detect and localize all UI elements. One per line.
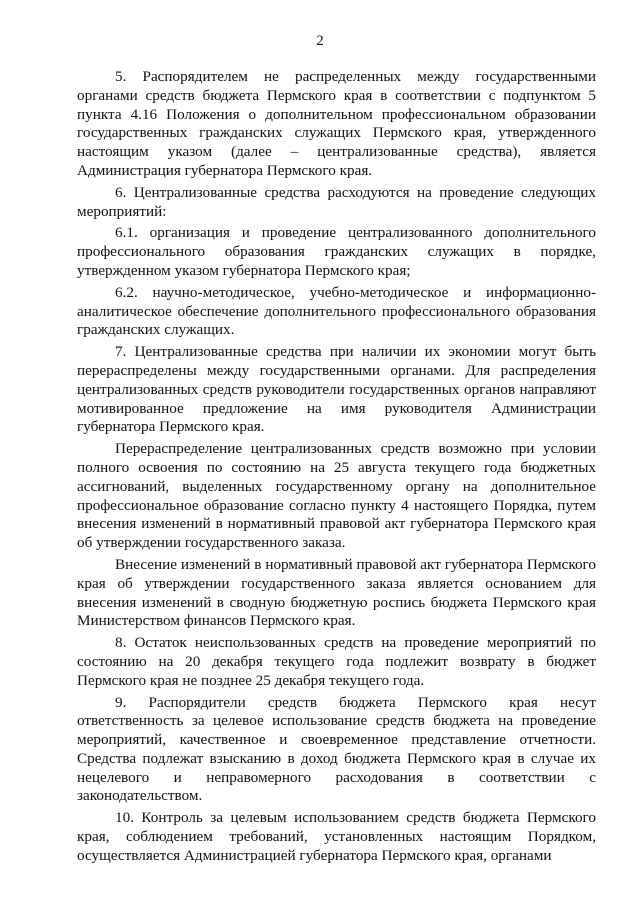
page-number: 2 (316, 33, 324, 49)
paragraph-amendment: Внесение изменений в нормативный правовой акт губернатора Пермского края об утверждении государственного заказа является основанием для внесения изменений в сводную бюджетную роспись бюджета Пермского края Министерством финансов Пермского края. (77, 555, 596, 630)
paragraph-item-6: 6. Централизованные средства расходуются на проведение следующих мероприятий: (77, 183, 596, 220)
paragraph-item-6-1: 6.1. организация и проведение централизованного дополнительного профессионального образования гражданских служащих в порядке, утвержденном указом губернатора Пермского края; (77, 224, 596, 279)
paragraph-item-7: 7. Централизованные средства при наличии их экономии могут быть перераспределены между государственными органами. Для распределения централизованных средств руководители государственных органов направляют мотивированное предложение на имя руководителя Администрации губернатора Пермского края. (77, 343, 596, 436)
paragraph-item-10: 10. Контроль за целевым использованием средств бюджета Пермского края, соблюдением требований, установленных настоящим Порядком, осуществляется Администрацией губернатора Пермского края, органами (77, 809, 596, 864)
document-body (77, 68, 596, 866)
paragraph-item-5: 5. Распорядителем не распределенных между государственными органами средств бюджета Пермского края в соответствии с подпунктом 5 пункта 4.16 Положения о дополнительном профессиональном образовании государственных гражданских служащих Пермского края, утвержденного настоящим указом (далее – централизованные средства), является Администрация губернатора Пермского края. (77, 68, 596, 179)
paragraph-item-9: 9. Распорядители средств бюджета Пермского края несут ответственность за целевое использование средств бюджета на проведение мероприятий, качественное и своевременное представление отчетности. Средства подлежат взысканию в доход бюджета Пермского края в случае их нецелевого и неправомерного расходования в соответствии с законодательством. (77, 693, 596, 805)
paragraph-redistribution: Перераспределение централизованных средств возможно при условии полного освоения по состоянию на 25 августа текущего года бюджетных ассигнований, выделенных государственному органу на дополнительное профессиональное образование согласно пункту 4 настоящего Порядка, путем внесения изменений в нормативный правовой акт губернатора Пермского края об утверждении государственного заказа. (77, 440, 596, 552)
paragraph-item-6-2: 6.2. научно-методическое, учебно-методическое и информационно-аналитическое обеспечение дополнительного профессионального образования гражданских служащих. (77, 283, 596, 339)
paragraph-item-8: 8. Остаток неиспользованных средств на проведение мероприятий по состоянию на 20 декабря текущего года подлежит возврату в бюджет Пермского края не позднее 25 декабря текущего года. (77, 634, 596, 689)
